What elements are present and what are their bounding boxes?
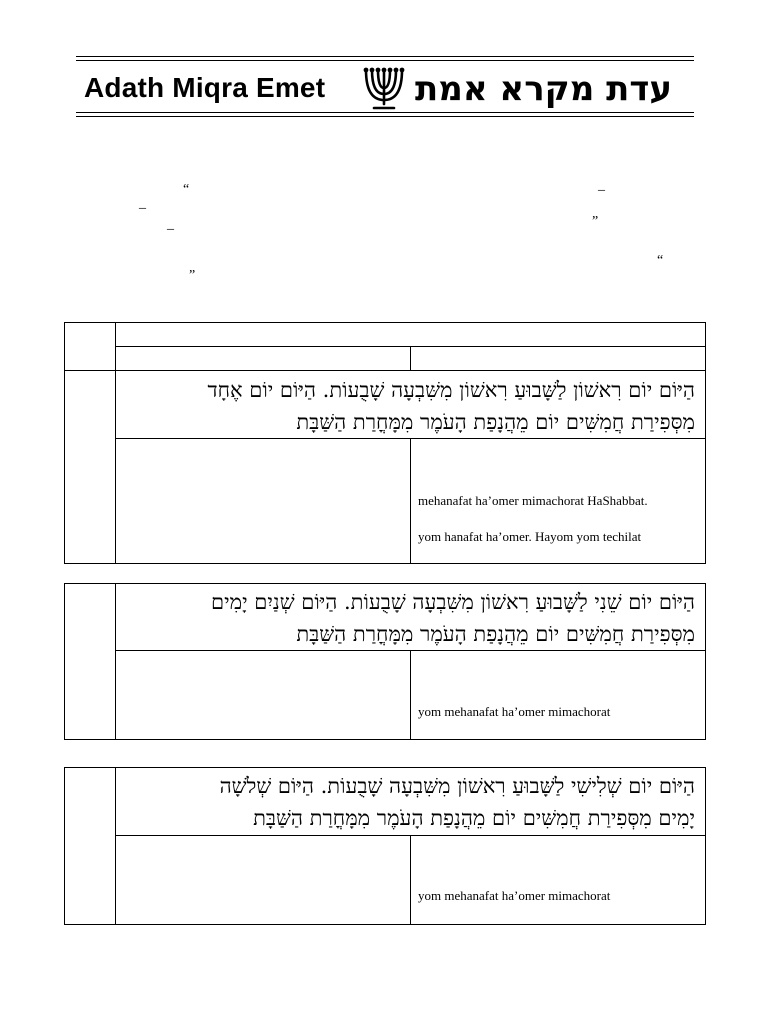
intro-mark: “ (657, 253, 664, 268)
transliteration-line: yom hanafat ha’omer. Hayom yom techilat (418, 529, 642, 544)
hebrew-count-line: הַיּוֹם יוֹם רִאשׁוֹן לַשָּׁבוּעַ רִאשׁוֹן מִשִּׁבְעָה שָׁבֻעוֹת. הַיּוֹם יוֹם אֶחָד (207, 378, 695, 402)
table-divider (410, 438, 411, 563)
hebrew-count-line: מִסְּפִירַת חֲמִשִּׁים יוֹם מֵהֲנָפַת הָעֹמֶר מִמָּחֳרַת הַשַּׁבָּת (296, 410, 695, 434)
hebrew-count-line: הַיּוֹם יוֹם שְׁלִישִׁי לַשָּׁבוּעַ רִאשׁוֹן מִשִּׁבְעָה שָׁבֻעוֹת. הַיּוֹם שְׁלֹשָׁה (219, 774, 695, 798)
intro-mark: _ (598, 178, 605, 193)
header-top-rule-1 (76, 56, 694, 57)
table-divider (115, 323, 116, 563)
day-table-2 (64, 583, 706, 740)
menorah-icon (360, 66, 408, 112)
brand-name-english: Adath Miqra Emet (84, 72, 326, 103)
table-divider (410, 650, 411, 739)
header-bottom-rule-1 (76, 112, 694, 113)
hebrew-count-line: הַיּוֹם יוֹם שֵׁנִי לַשָּׁבוּעַ רִאשׁוֹן מִשִּׁבְעָה שָׁבֻעוֹת. הַיּוֹם שְׁנַיִם יָמִים (211, 590, 695, 614)
table-divider (115, 584, 116, 739)
intro-mark: _ (167, 217, 174, 232)
table-divider (410, 835, 411, 924)
table-divider (65, 370, 705, 371)
transliteration-line: mehanafat ha’omer mimachorat HaShabbat. (418, 493, 648, 508)
brand-name-hebrew: עדת מקרא אמת (415, 69, 672, 109)
intro-mark: ” (592, 214, 599, 229)
transliteration-line: yom mehanafat ha’omer mimachorat (418, 888, 611, 903)
intro-mark: “ (183, 182, 190, 197)
header-bottom-rule-2 (76, 116, 694, 117)
header-top-rule-2 (76, 60, 694, 61)
intro-mark: ” (189, 268, 196, 283)
day-table-3 (64, 767, 706, 925)
day-table-1 (64, 322, 706, 564)
hebrew-count-line: מִסְּפִירַת חֲמִשִּׁים יוֹם מֵהֲנָפַת הָעֹמֶר מִמָּחֳרַת הַשַּׁבָּת (296, 622, 695, 646)
table-divider (115, 768, 116, 924)
intro-mark: _ (139, 196, 146, 211)
hebrew-count-line: יָמִים מִסְּפִירַת חֲמִשִּׁים יוֹם מֵהֲנָפַת הָעֹמֶר מִמָּחֳרַת הַשַּׁבָּת (253, 806, 695, 830)
table-divider (410, 346, 411, 370)
transliteration-line: yom mehanafat ha’omer mimachorat (418, 704, 611, 719)
